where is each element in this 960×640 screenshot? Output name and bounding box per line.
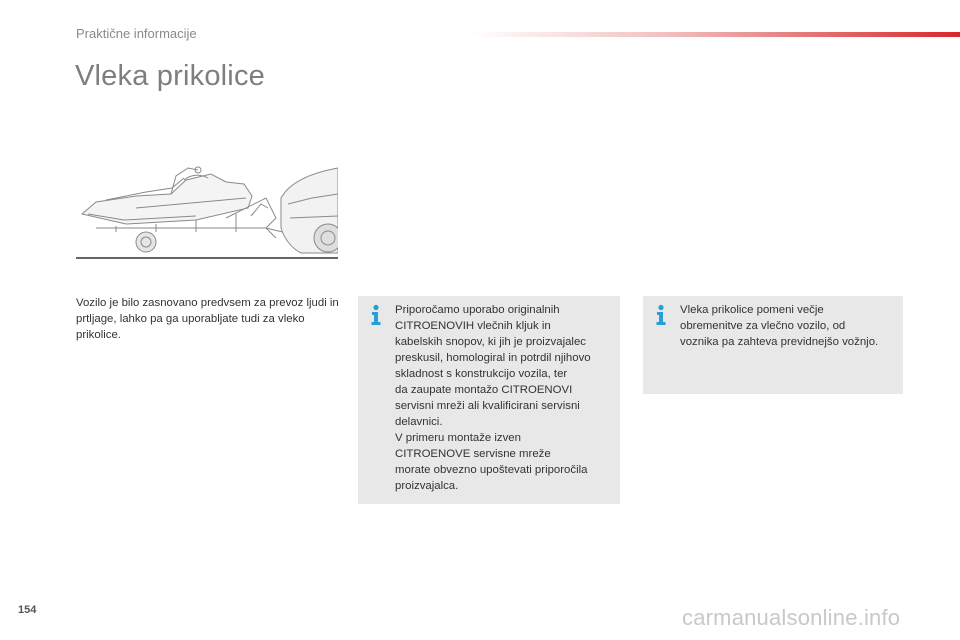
jet-ski-trailer-illustration: [76, 158, 338, 262]
info-box-text: Priporočamo uporabo originalnih CITROENOVIH vlečnih kljuk in kabelskih snopov, ki jih je proizvajalec preskusil, homologiral in potrdil njihovo skladnost s konstrukcijo vozila, ter da zaupate montažo CITROENOVI servisni mreži ali kvalificirani servisni delavnici. V primeru montaže izven CITROENOVE servisne mreže morate obvezno upoštevati priporočila proizvajalca.: [395, 304, 591, 492]
header-rule: [470, 32, 960, 37]
page-title: Vleka prikolice: [75, 60, 265, 92]
intro-paragraph: Vozilo je bilo zasnovano predvsem za prevoz ljudi in prtljage, lahko pa ga uporabljate tudi za vleko prikolice.: [76, 297, 339, 341]
info-box-recommendation: [358, 296, 620, 504]
info-icon: [368, 304, 384, 326]
section-header: Praktične informacije: [76, 26, 197, 41]
info-box-warning: [643, 296, 903, 394]
page-number: 154: [18, 604, 37, 616]
watermark: carmanualsonline.info: [682, 605, 901, 630]
info-icon: [653, 304, 669, 326]
info-box-text: Vleka prikolice pomeni večje obremenitve za vlečno vozilo, od voznika pa zahteva previdnejšo vožnjo.: [680, 304, 879, 348]
